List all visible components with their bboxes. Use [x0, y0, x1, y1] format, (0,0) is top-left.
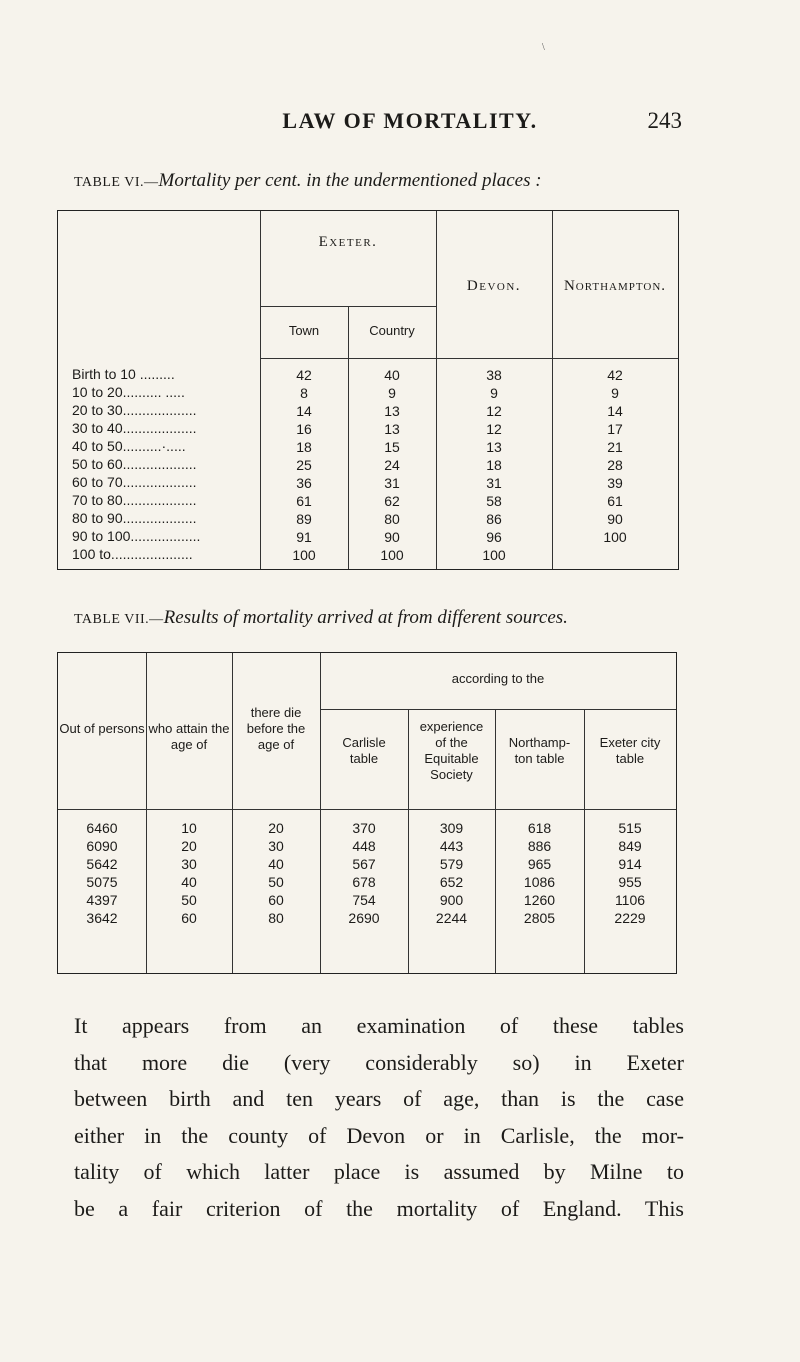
northampton-value: 965 [527, 856, 552, 872]
die-value: 20 [268, 820, 284, 836]
die-value: 60 [268, 892, 284, 908]
running-title: LAW OF MORTALITY. [282, 108, 538, 133]
die-value: 40 [268, 856, 284, 872]
stray-mark: \ [542, 42, 545, 53]
country-value: 90 [384, 529, 400, 545]
header-equitable: experience of the Equitable Society [419, 719, 484, 782]
row-label: 50 to 60................... [72, 456, 197, 472]
attain-value: 60 [181, 910, 197, 926]
header-northampton-table: Northamp- ton table [508, 735, 571, 766]
table-row [58, 402, 678, 420]
table-row [58, 819, 676, 837]
devon-value: 86 [486, 511, 502, 527]
persons-value: 5642 [86, 856, 118, 872]
equitable-value: 900 [439, 892, 464, 908]
table-row [58, 420, 678, 438]
paragraph-line: tality of which latter place is assumed by Milne to [74, 1159, 684, 1184]
northampton-value: 17 [607, 421, 623, 437]
paragraph-line: It appears from an examination of these tables [74, 1013, 684, 1038]
town-value: 18 [296, 439, 312, 455]
table-row [58, 456, 678, 474]
carlisle-value: 370 [352, 820, 376, 836]
table-row [58, 474, 678, 492]
table6 [57, 210, 679, 570]
northampton-value: 42 [607, 367, 623, 383]
running-head [0, 108, 800, 138]
devon-value: 12 [486, 403, 502, 419]
table-row [58, 384, 678, 402]
country-value: 15 [384, 439, 400, 455]
header-carlisle: Carlisle table [342, 735, 386, 766]
header-town: Town [288, 323, 320, 338]
table-row [58, 510, 678, 528]
carlisle-value: 2690 [348, 910, 380, 926]
carlisle-value: 678 [352, 874, 376, 890]
persons-value: 4397 [86, 892, 118, 908]
table7-caption-description: Results of mortality arrived at from different sources. [163, 607, 568, 628]
exeter-value: 1106 [614, 892, 646, 908]
equitable-value: 652 [439, 874, 464, 890]
exeter-value: 849 [618, 838, 642, 854]
northampton-value: 886 [527, 838, 552, 854]
equitable-value: 2244 [435, 910, 468, 926]
exeter-value: 515 [618, 820, 642, 836]
town-value: 100 [292, 547, 316, 563]
paragraph-line: be a fair criterion of the mortality of England. This [74, 1195, 684, 1221]
country-value: 80 [384, 511, 400, 527]
row-label: 10 to 20.......... ..... [72, 384, 185, 400]
table7-caption [74, 607, 568, 629]
row-label: 20 to 30................... [72, 402, 197, 418]
body-paragraph [74, 1008, 684, 1227]
exeter-value: 914 [618, 856, 642, 872]
country-value: 13 [384, 421, 400, 437]
equitable-value: 309 [439, 820, 464, 836]
devon-value: 31 [486, 475, 502, 491]
table7-caption-number: TABLE VII.— [74, 612, 164, 627]
devon-value: 18 [486, 457, 502, 473]
die-value: 50 [268, 874, 284, 890]
header-out-of-persons: Out of persons [59, 721, 145, 736]
table6-caption-description: Mortality per cent. in the undermentioned places : [158, 170, 542, 191]
town-value: 42 [296, 367, 312, 383]
devon-value: 100 [482, 547, 506, 563]
northampton-value: 2805 [523, 910, 556, 926]
table-row [58, 546, 678, 564]
row-label: 100 to..................... [72, 546, 193, 562]
persons-value: 5075 [86, 874, 118, 890]
row-label: 80 to 90................... [72, 510, 197, 526]
equitable-value: 579 [439, 856, 464, 872]
row-label: 70 to 80................... [72, 492, 197, 508]
header-northampton: Northampton. [563, 278, 667, 294]
paragraph-line: between birth and ten years of age, than is the case [74, 1086, 684, 1111]
paragraph-line: either in the county of Devon or in Carlisle, the mor- [74, 1122, 684, 1148]
town-value: 89 [296, 511, 312, 527]
devon-value: 13 [486, 439, 502, 455]
attain-value: 10 [181, 820, 197, 836]
row-label: 90 to 100.................. [72, 528, 201, 544]
row-label: Birth to 10 ......... [72, 366, 175, 382]
table-row [58, 837, 676, 855]
devon-value: 12 [486, 421, 502, 437]
town-value: 16 [296, 421, 312, 437]
country-value: 100 [380, 547, 404, 563]
attain-value: 20 [181, 838, 197, 854]
header-devon: Devon. [466, 278, 522, 294]
table-row [58, 366, 678, 384]
country-value: 13 [384, 403, 400, 419]
town-value: 14 [296, 403, 312, 419]
header-exeter: Exeter. [318, 234, 378, 250]
northampton-value: 61 [607, 493, 623, 509]
header-who-attain: who attain the age of [148, 721, 230, 752]
town-value: 91 [296, 529, 312, 545]
northampton-value: 28 [607, 457, 623, 473]
attain-value: 30 [181, 856, 197, 872]
country-value: 24 [384, 457, 400, 473]
attain-value: 40 [181, 874, 197, 890]
table-row [58, 492, 678, 510]
table-row [58, 873, 676, 891]
table7 [57, 652, 677, 974]
row-label: 30 to 40................... [72, 420, 197, 436]
page-number: 243 [647, 108, 682, 133]
devon-value: 58 [486, 493, 502, 509]
table-row [58, 891, 676, 909]
town-value: 8 [300, 385, 308, 401]
town-value: 25 [296, 457, 312, 473]
devon-value: 96 [486, 529, 502, 545]
northampton-value: 1086 [523, 874, 556, 890]
devon-value: 9 [490, 385, 498, 401]
country-value: 9 [388, 385, 396, 401]
die-value: 30 [268, 838, 284, 854]
northampton-value: 14 [607, 403, 623, 419]
northampton-value: 39 [607, 475, 623, 491]
persons-value: 3642 [86, 910, 118, 926]
carlisle-value: 754 [352, 892, 376, 908]
header-according: according to the [451, 671, 545, 686]
attain-value: 50 [181, 892, 197, 908]
persons-value: 6090 [86, 838, 118, 854]
town-value: 61 [296, 493, 312, 509]
northampton-value: 9 [611, 385, 619, 401]
northampton-value: 618 [527, 820, 552, 836]
paragraph-line: that more die (very considerably so) in Exeter [74, 1049, 684, 1075]
row-label: 40 to 50..........·..... [72, 438, 186, 454]
table-row [58, 438, 678, 456]
header-country: Country [369, 323, 415, 338]
table6-caption-number: TABLE VI.— [74, 175, 159, 190]
exeter-value: 2229 [614, 910, 646, 926]
table-row [58, 855, 676, 873]
equitable-value: 443 [439, 838, 464, 854]
table-row [58, 909, 676, 927]
header-there-die: there die before the age of [246, 705, 306, 752]
exeter-value: 955 [618, 874, 642, 890]
country-value: 31 [384, 475, 400, 491]
carlisle-value: 448 [352, 838, 376, 854]
persons-value: 6460 [86, 820, 118, 836]
devon-value: 38 [486, 367, 502, 383]
header-exeter-city: Exeter city table [599, 735, 661, 766]
table6-caption [74, 170, 542, 192]
northampton-value: 100 [603, 529, 627, 545]
die-value: 80 [268, 910, 284, 926]
northampton-value: 1260 [523, 892, 556, 908]
row-label: 60 to 70................... [72, 474, 197, 490]
table-row [58, 528, 678, 546]
country-value: 40 [384, 367, 400, 383]
country-value: 62 [384, 493, 400, 509]
northampton-value: 21 [607, 439, 623, 455]
northampton-value: 90 [607, 511, 623, 527]
carlisle-value: 567 [352, 856, 376, 872]
town-value: 36 [296, 475, 312, 491]
